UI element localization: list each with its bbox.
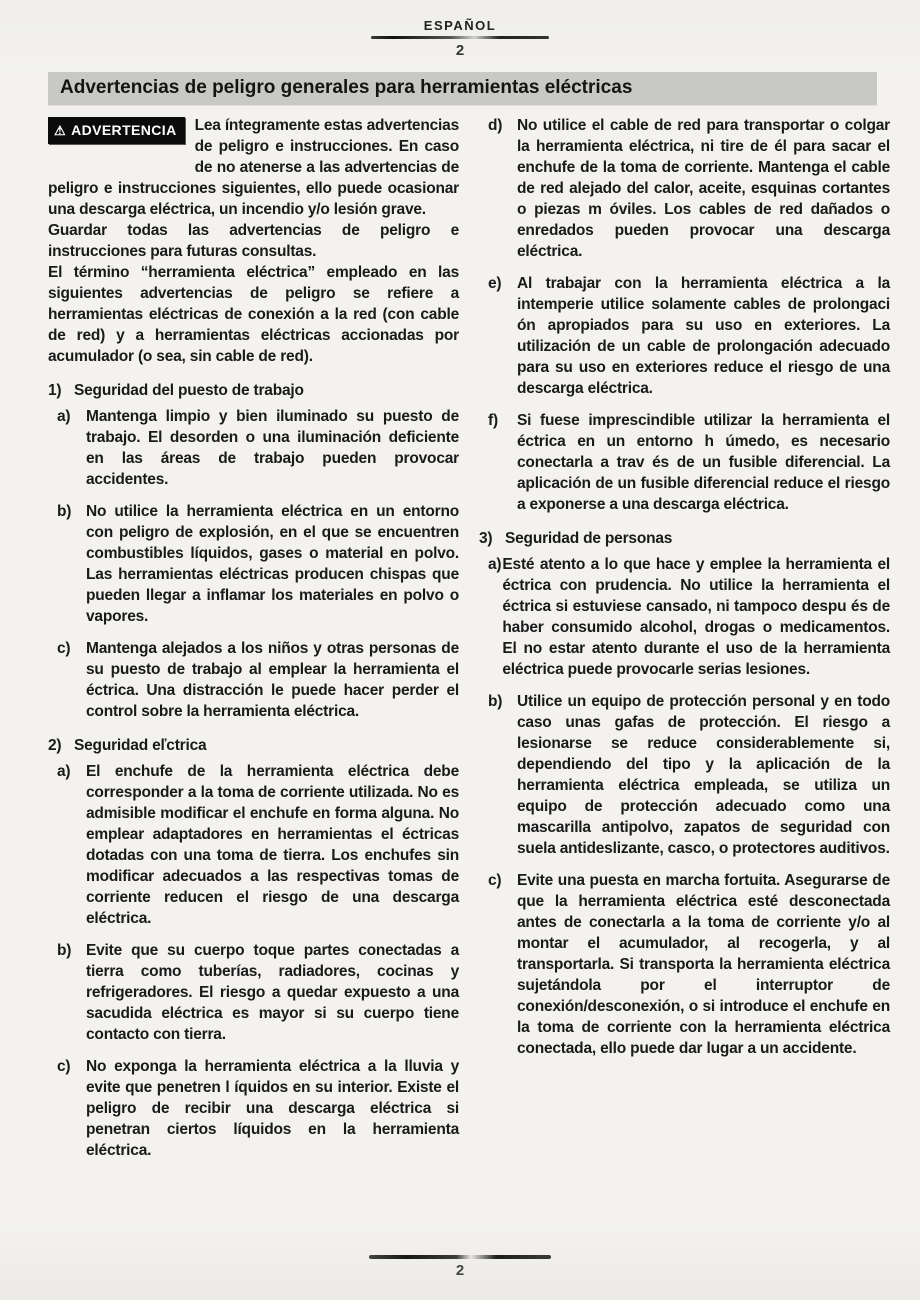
- warning-badge: [48, 117, 185, 144]
- item-text: No utilice la herramienta eléctrica en un entorno con peligro de explosión, en el que se encuentren combustibles líquidos, gases o material en polvo. Las herramientas eléctricas producen chispas que pueden llegar a inflamar los materiales en polvo o vapores.: [86, 503, 459, 625]
- item-text: Al trabajar con la herramienta eléctrica a la intemperie utilice solamente cables de prolongaci ón apropiados para su uso en exteriores. La utilización de un cable de prolongación adecuado para su uso en exteriores reduce el riesgo de una descarga eléctrica.: [517, 275, 890, 397]
- page-footer: [0, 1252, 920, 1279]
- list-item-2e: [479, 273, 890, 399]
- intro-text-3: El término “herramienta eléctrica” empleado en las siguientes advertencias de peligro se refiere a herramientas eléctricas de conexión a la red (con cable de red) y a herramientas eléctricas accionadas por acumulador (o sea, sin cable de red).: [48, 264, 459, 365]
- section-number: 3): [479, 530, 493, 547]
- item-text: Evite que su cuerpo toque partes conectadas a tierra como tuberías, radiadores, cocinas y refrigeradores. El riesgo a quedar expuesto a una sacudida eléctrica es mayor si su cuerpo tiene contacto con tierra.: [86, 942, 459, 1043]
- list-item-3c: [479, 870, 890, 1059]
- item-text: No utilice el cable de red para transportar o colgar la herramienta eléctrica, ni tire de él para sacar el enchufe de la toma de corriente. Mantenga el cable de red alejado del calor, aceite, esquinas cortantes o piezas m óviles. Los cables de red dañados o enredados pueden provocar una descarga eléctrica.: [517, 117, 890, 260]
- item-label: b): [57, 942, 72, 959]
- item-label: a): [57, 763, 71, 780]
- item-label: b): [57, 503, 72, 520]
- item-label: a): [488, 556, 502, 573]
- header-rule: [371, 36, 549, 39]
- section-title-bar: [48, 72, 877, 105]
- language-label: ESPAÑOL: [423, 18, 497, 33]
- list-item-1a: [48, 406, 459, 490]
- list-item-1c: [48, 638, 459, 722]
- header-page-number: 2: [455, 42, 465, 59]
- section-title: Seguridad de personas: [505, 530, 673, 547]
- item-text: Evite una puesta en marcha fortuita. Asegurarse de que la herramienta eléctrica esté desconectada antes de conectarla a la toma de corriente y/o al montar el acumulador, al recogerla, y al transportarla. Si transporta la herramienta eléctrica sujetándola por el interruptor de conexión/desconexión, o si introduce el enchufe en la toma de corriente con la herramienta eléctrica conectada, ello puede dar lugar a un accidente.: [517, 872, 890, 1057]
- list-item-3b: [479, 691, 890, 859]
- list-item-2c: [48, 1056, 459, 1161]
- intro-text-2: Guardar todas las advertencias de peligro e instrucciones para futuras consultas.: [48, 222, 459, 260]
- list-item-2b: [48, 940, 459, 1045]
- page-header: [0, 0, 920, 59]
- item-label: b): [488, 693, 503, 710]
- section-heading-1: [48, 380, 459, 401]
- warning-triangle-icon: ⚠: [54, 123, 67, 138]
- right-column: [479, 115, 890, 1070]
- item-label: a): [57, 408, 71, 425]
- section-title: Seguridad eľctrica: [74, 737, 207, 754]
- item-label: c): [57, 640, 71, 657]
- item-label: d): [488, 117, 503, 134]
- item-text: El enchufe de la herramienta eléctrica debe corresponder a la toma de corriente utilizada. No es admisible modificar el enchufe en forma alguna. No emplear adaptadores en herramientas el éctricas dotadas con una toma de tierra. Los enchufes sin modificar adecuados a las respectivas tomas de corriente reducen el riesgo de una descarga eléctrica.: [86, 763, 459, 927]
- section-heading-2: [48, 735, 459, 756]
- warning-label: ADVERTENCIA: [71, 122, 177, 138]
- item-text: Utilice un equipo de protección personal y en todo caso unas gafas de protección. El riesgo a lesionarse se reduce considerablemente si, dependiendo del tipo y la aplicación de la herramienta eléctrica empleada, se utiliza un equipo de protección adecuado como una mascarilla antipolvo, zapatos de seguridad con suela antideslizante, casco, o protectores auditivos.: [517, 693, 890, 857]
- item-text: Mantenga limpio y bien iluminado su puesto de trabajo. El desorden o una iluminación deficiente en las áreas de trabajo pueden provocar accidentes.: [86, 408, 459, 488]
- intro-paragraph-1: [48, 115, 459, 220]
- item-text: Esté atento a lo que hace y emplee la herramienta el éctrica con prudencia. No utilice la herramienta el éctrica si estuviese cansado, ni tampoco despu és de haber consumido alcohol, drogas o medicamentos. El no estar atento durante el uso de la herramienta eléctrica puede provocarle serias lesiones.: [502, 556, 890, 678]
- item-text: Mantenga alejados a los niños y otras personas de su puesto de trabajo al emplear la herramienta el éctrica. Una distracción le puede hacer perder el control sobre la herramienta eléctrica.: [86, 640, 459, 720]
- list-item-1b: [48, 501, 459, 627]
- section-number: 1): [48, 382, 62, 399]
- section-heading-3: [479, 528, 890, 549]
- list-item-3a: [479, 554, 890, 680]
- left-column: [48, 115, 459, 1172]
- section-number: 2): [48, 737, 62, 754]
- section-title: Seguridad del puesto de trabajo: [74, 382, 304, 399]
- item-label: e): [488, 275, 502, 292]
- content-columns: [48, 115, 890, 1172]
- page-title: Advertencias de peligro generales para herramientas eléctricas: [60, 77, 633, 98]
- footer-page-number: 2: [455, 1262, 465, 1279]
- list-item-2f: [479, 410, 890, 515]
- intro-text-1: Lea íntegramente estas advertencias de peligro e instrucciones. En caso de no atenerse a las advertencias de peligro e instrucciones siguientes, ello puede ocasionar una descarga eléctrica, un incendio y/o lesión grave.: [48, 117, 459, 218]
- item-label: c): [57, 1058, 71, 1075]
- intro-paragraph-2: [48, 220, 459, 262]
- intro-paragraph-3: [48, 262, 459, 367]
- list-item-2d: [479, 115, 890, 262]
- item-label: c): [488, 872, 502, 889]
- footer-rule: [369, 1255, 551, 1259]
- list-item-2a: [48, 761, 459, 929]
- item-label: f): [488, 412, 498, 429]
- item-text: No exponga la herramienta eléctrica a la lluvia y evite que penetren l íquidos en su interior. Existe el peligro de recibir una descarga eléctrica si penetran ciertos líquidos en la herramienta eléctrica.: [86, 1058, 459, 1159]
- item-text: Si fuese imprescindible utilizar la herramienta el éctrica en un entorno h úmedo, es necesario conectarla a trav és de un fusible diferencial. La aplicación de un fusible diferencial reduce el riesgo a exponerse a una descarga eléctrica.: [517, 412, 890, 513]
